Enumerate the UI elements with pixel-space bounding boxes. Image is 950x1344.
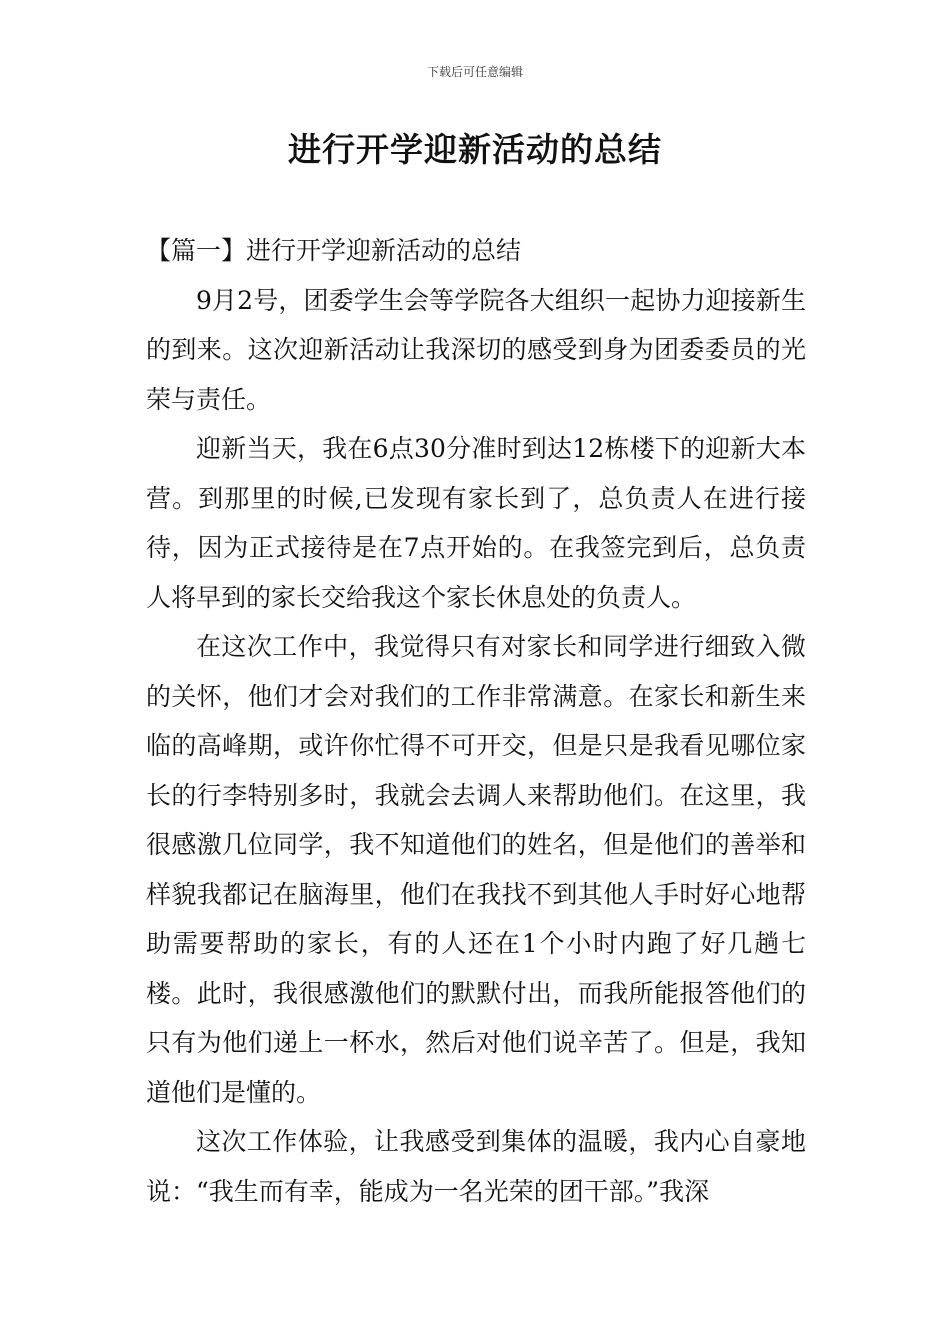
paragraph-2: 迎新当天，我在6点30分准时到达12栋楼下的迎新大本营。到那里的时候,已发现有家长到了，总负责人在进行接待，因为正式接待是在7点开始的。在我签完到后，总负责人将早到的家长交给我这个家长休息处的负责人。 bbox=[146, 434, 806, 612]
header-note: 下载后可任意编辑 bbox=[426, 65, 523, 79]
paragraph-4: 这次工作体验，让我感受到集体的温暖，我内心自豪地说：“我生而有幸，能成为一名光荣的团干部。”我深 bbox=[146, 1127, 806, 1206]
paragraph-3: 在这次工作中，我觉得只有对家长和同学进行细致入微的关怀，他们才会对我们的工作非常满意。在家长和新生来临的高峰期，或许你忙得不可开交，但是只是我看见哪位家长的行李特别多时，我就会去调人来帮助他们。在这里，我很感激几位同学，我不知道他们的姓名，但是他们的善举和样貌我都记在脑海里，他们在我找不到其他人手时好心地帮助需要帮助的家长，有的人还在1个小时内跑了好几趟七楼。此时，我很感激他们的默默付出，而我所能报答他们的只有为他们递上一杯水，然后对他们说辛苦了。但是，我知道他们是懂的。 bbox=[146, 632, 806, 1107]
paragraph-1: 9月2号，团委学生会等学院各大组织一起协力迎接新生的到来。这次迎新活动让我深切的感受到身为团委委员的光荣与责任。 bbox=[146, 285, 806, 414]
document-title: 进行开学迎新活动的总结 bbox=[288, 130, 662, 169]
section-heading: 【篇一】进行开学迎新活动的总结 bbox=[146, 236, 522, 265]
document-body bbox=[146, 226, 806, 1216]
